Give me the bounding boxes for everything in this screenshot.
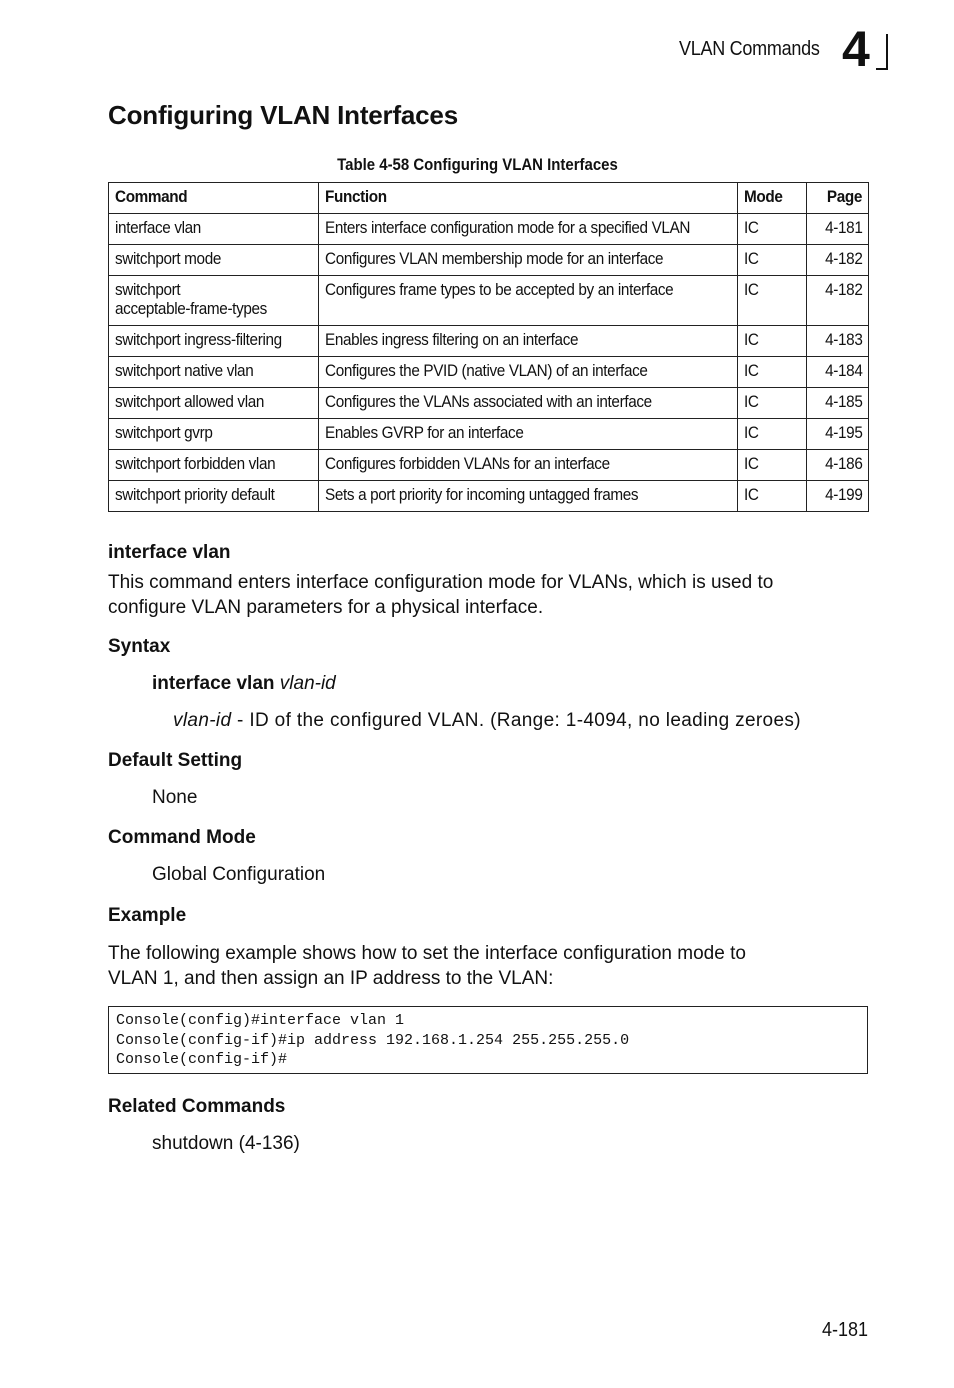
cell-mode: IC	[737, 357, 807, 388]
cell-mode: IC	[737, 214, 807, 245]
cell-page: 4-182	[807, 245, 869, 276]
syntax-line	[152, 673, 336, 695]
table-caption: Table 4-58 Configuring VLAN Interfaces	[336, 155, 618, 174]
cell-page: 4-195	[807, 419, 869, 450]
column-header-mode: Mode	[737, 183, 807, 214]
example-heading: Example	[108, 905, 187, 926]
param-description	[173, 710, 801, 732]
column-header-function: Function	[318, 183, 737, 214]
cell-function: Configures the VLANs associated with an interface	[318, 388, 737, 419]
code-example	[108, 1006, 868, 1074]
cell-function: Enables ingress filtering on an interface	[318, 326, 737, 357]
cell-command: switchport ingress-filtering	[109, 326, 319, 357]
cell-function: Sets a port priority for incoming untagged frames	[318, 481, 737, 512]
column-header-command: Command	[109, 183, 319, 214]
running-header: VLAN Commands	[679, 38, 820, 60]
cell-command: switchport acceptable-frame-types	[109, 276, 319, 326]
example-line: The following example shows how to set the interface configuration mode to	[108, 943, 746, 964]
cell-command: switchport priority default	[109, 481, 319, 512]
cell-page: 4-199	[807, 481, 869, 512]
page-number: 4-181	[822, 1319, 869, 1341]
related-command-link: shutdown (4-136)	[152, 1133, 300, 1154]
table-row	[109, 388, 869, 419]
cell-mode: IC	[737, 245, 807, 276]
chapter-number: 4	[842, 21, 870, 77]
cell-page: 4-186	[807, 450, 869, 481]
related-heading: Related Commands	[108, 1096, 286, 1117]
column-header-page: Page	[807, 183, 869, 214]
code-line: Console(config)#interface vlan 1	[116, 1012, 405, 1029]
cell-function: Configures the PVID (native VLAN) of an interface	[318, 357, 737, 388]
table-row	[109, 481, 869, 512]
cell-mode: IC	[737, 276, 807, 326]
cell-page: 4-182	[807, 276, 869, 326]
cell-function: Configures frame types to be accepted by an interface	[318, 276, 737, 326]
param-name: vlan-id	[173, 710, 232, 731]
cell-page: 4-183	[807, 326, 869, 357]
cell-command: switchport native vlan	[109, 357, 319, 388]
syntax-command: interface vlan	[152, 673, 275, 694]
command-description	[108, 570, 868, 620]
default-value: None	[152, 787, 198, 808]
table-header-row	[109, 183, 869, 214]
mode-value: Global Configuration	[152, 864, 326, 885]
code-line: Console(config-if)#	[116, 1051, 288, 1068]
param-text: - ID of the configured VLAN. (Range: 1-4094, no leading zeroes)	[231, 710, 801, 731]
table-row	[109, 326, 869, 357]
cell-mode: IC	[737, 388, 807, 419]
cell-command: switchport forbidden vlan	[109, 450, 319, 481]
example-line: VLAN 1, and then assign an IP address to the VLAN:	[108, 968, 554, 989]
cell-command: switchport mode	[109, 245, 319, 276]
cell-mode: IC	[737, 419, 807, 450]
table-row	[109, 214, 869, 245]
syntax-param: vlan-id	[279, 673, 336, 694]
vlan-interface-commands-table	[108, 182, 869, 512]
cell-page: 4-181	[807, 214, 869, 245]
cell-page: 4-185	[807, 388, 869, 419]
cell-command: interface vlan	[109, 214, 319, 245]
cell-function: Configures VLAN membership mode for an interface	[318, 245, 737, 276]
example-description	[108, 941, 868, 991]
default-heading: Default Setting	[108, 750, 243, 771]
cell-page: 4-184	[807, 357, 869, 388]
cell-mode: IC	[737, 450, 807, 481]
page-title: Configuring VLAN Interfaces	[108, 100, 458, 130]
table-row	[109, 245, 869, 276]
cell-function: Configures forbidden VLANs for an interface	[318, 450, 737, 481]
cell-command: switchport allowed vlan	[109, 388, 319, 419]
cell-function: Enters interface configuration mode for a specified VLAN	[318, 214, 737, 245]
table-row	[109, 419, 869, 450]
description-line: configure VLAN parameters for a physical interface.	[108, 597, 544, 618]
cell-command: switchport gvrp	[109, 419, 319, 450]
table-row	[109, 450, 869, 481]
cell-mode: IC	[737, 481, 807, 512]
cell-mode: IC	[737, 326, 807, 357]
table-row	[109, 357, 869, 388]
mode-heading: Command Mode	[108, 827, 256, 848]
syntax-heading: Syntax	[108, 636, 171, 657]
chapter-marker-bar	[886, 34, 888, 70]
chapter-marker-tick	[876, 68, 888, 70]
description-line: This command enters interface configuration mode for VLANs, which is used to	[108, 572, 774, 593]
code-line: Console(config-if)#ip address 192.168.1.254 255.255.255.0	[116, 1031, 630, 1049]
cell-function: Enables GVRP for an interface	[318, 419, 737, 450]
table-row	[109, 276, 869, 326]
command-heading: interface vlan	[108, 542, 231, 563]
